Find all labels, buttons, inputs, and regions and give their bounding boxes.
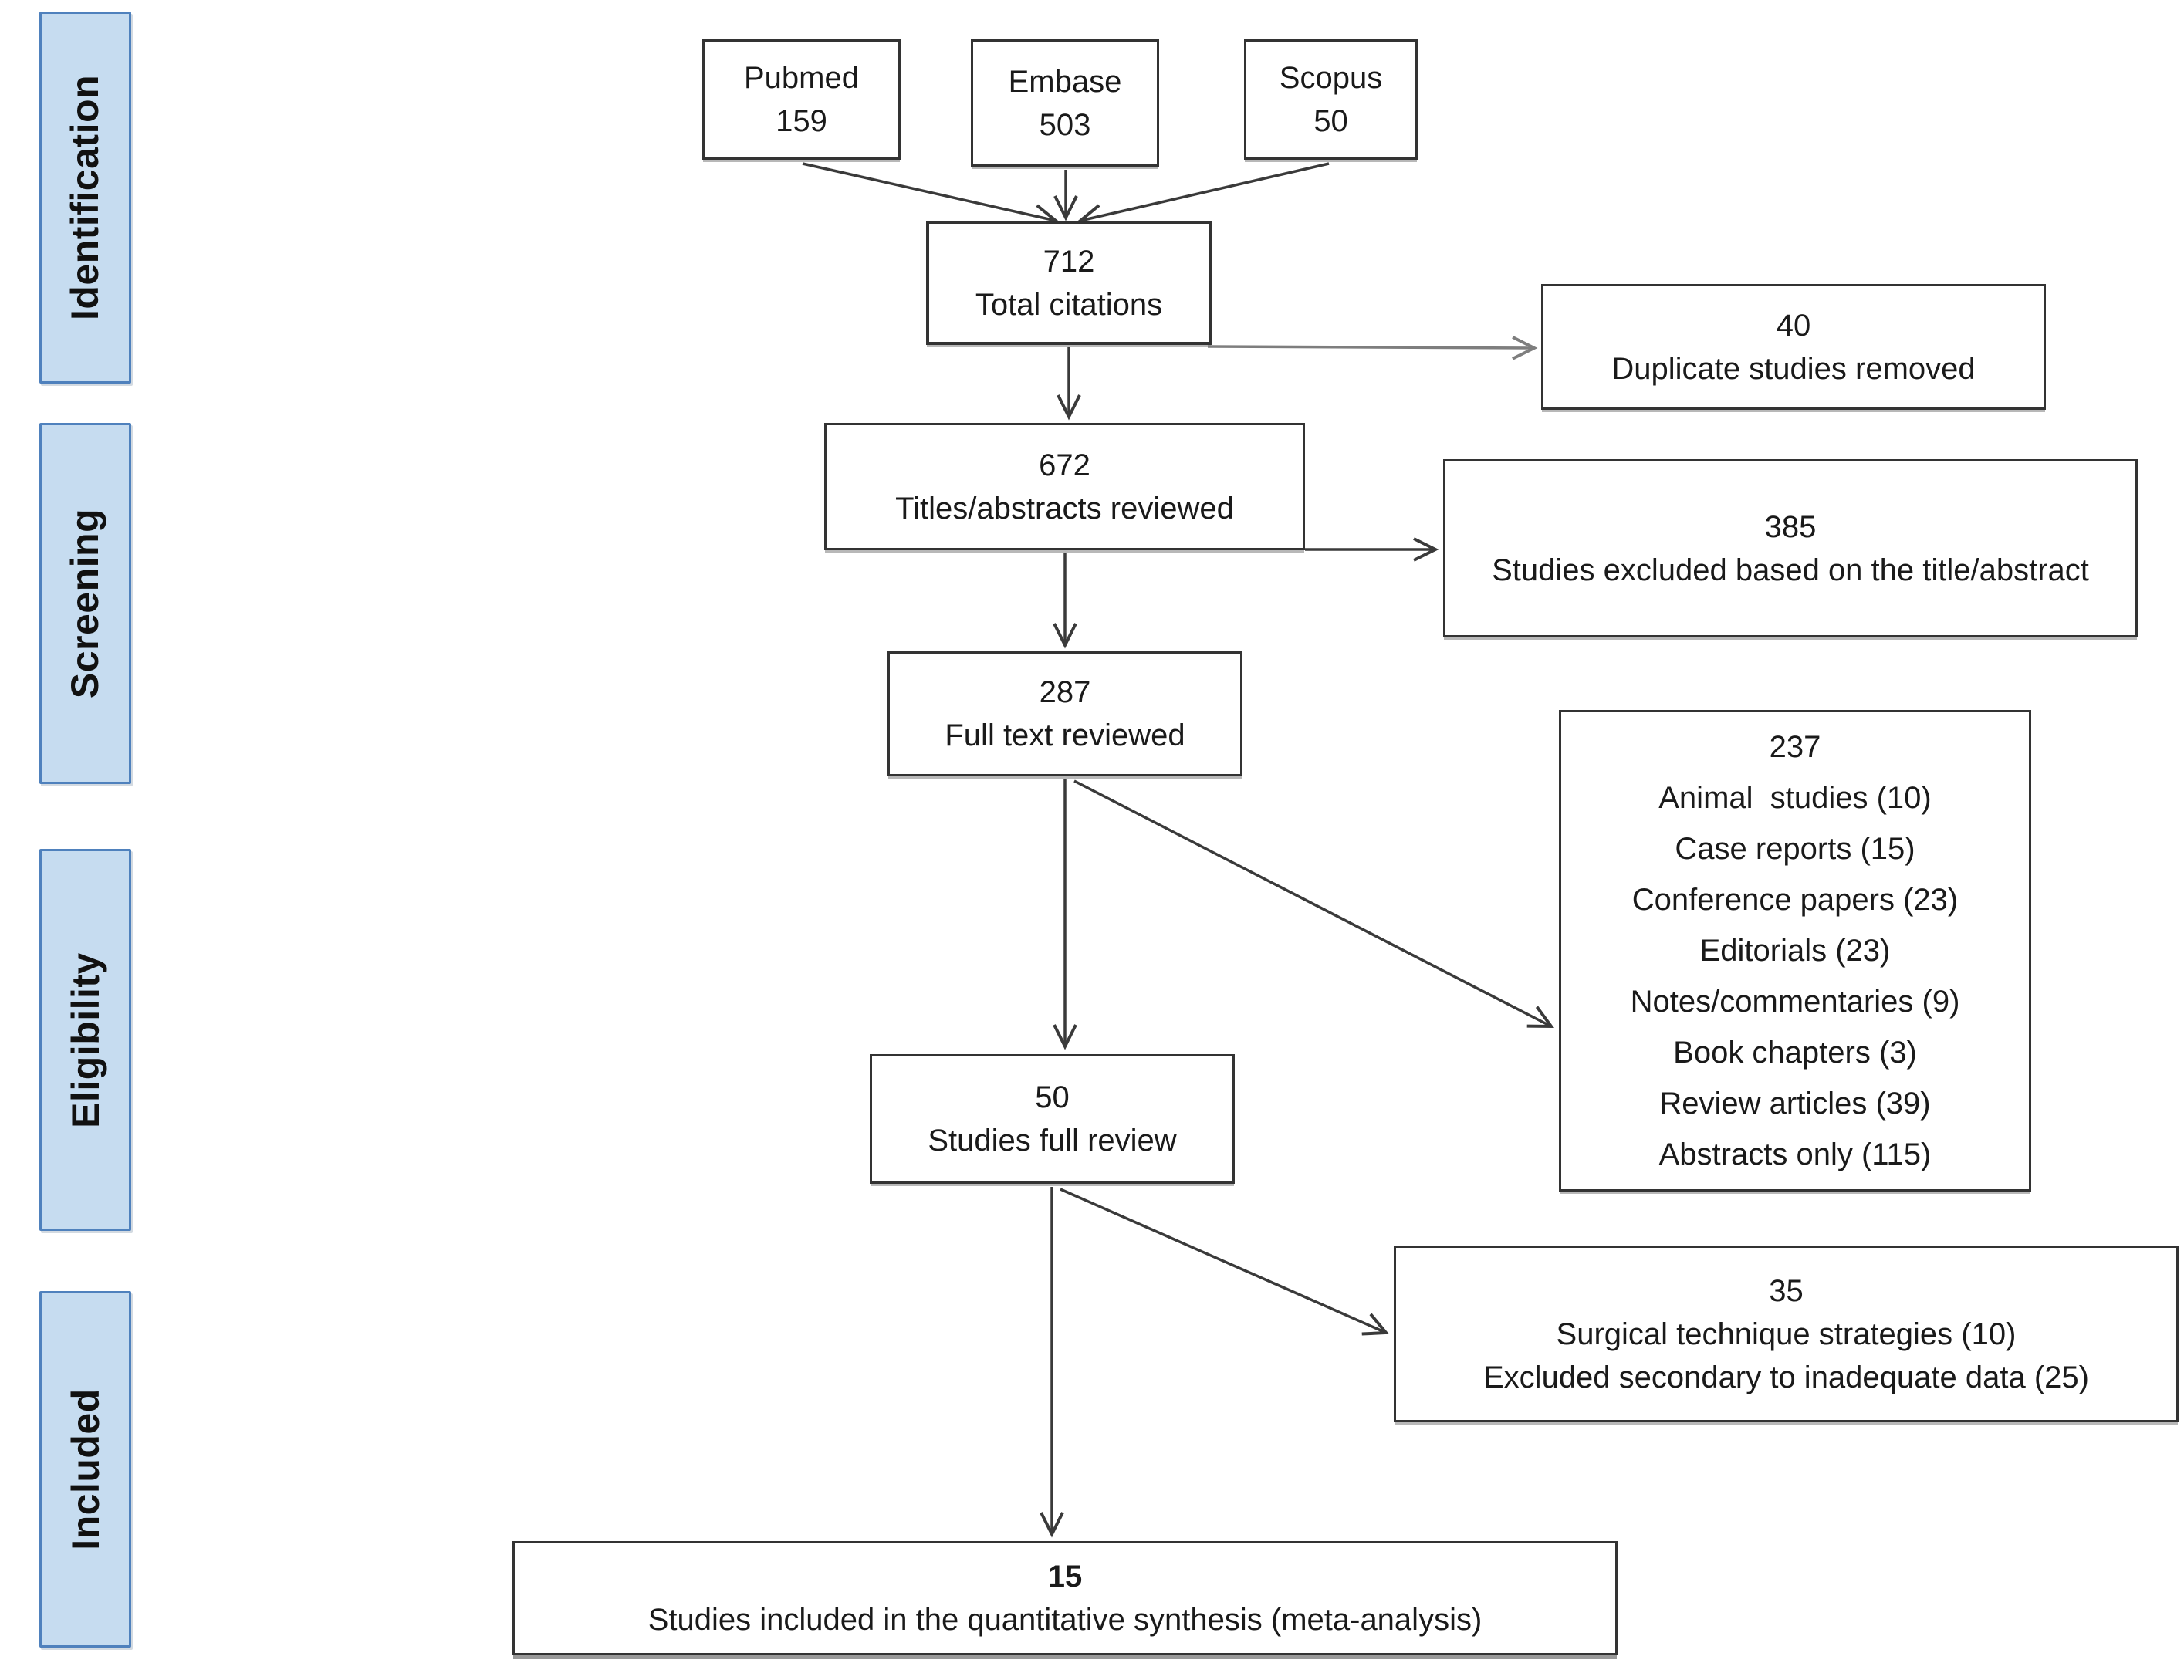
exclusion-reason-animal-studies: Animal studies (10) [1658,781,1932,815]
source-box-scopus [1244,39,1418,160]
exclusion-reason-abstracts-only: Abstracts only (115) [1658,1137,1932,1171]
duplicates-removed-box [1541,284,2046,410]
stage-label-identification-text: Identification [63,74,107,321]
exclusion-reason-editorials: Editorials (23) [1699,934,1891,968]
studies-full-review-box [870,1054,1235,1184]
included-studies-box [512,1541,1618,1655]
arrow-total-to-duplicates [1208,346,1534,348]
full-review-exclusion-box [1394,1246,2179,1422]
exclusion-reason-notes-commentaries: Notes/commentaries (9) [1630,985,1960,1019]
studies-full-review-count: 50 [1035,1080,1070,1114]
full-text-reviewed-box [887,651,1242,776]
duplicates-removed-label: Duplicate studies removed [1611,351,1976,386]
excluded-title-abstract-box [1443,459,2138,637]
arrow-fulltext-to-reasons [1074,781,1551,1026]
arrow-pubmed-to-total [803,164,1056,221]
source-box-pubmed [702,39,901,160]
full-text-reviewed-label: Full text reviewed [945,718,1185,752]
source-embase-count: 503 [1039,107,1091,142]
source-pubmed-count: 159 [776,104,827,138]
source-pubmed-name: Pubmed [744,61,859,95]
exclusion-reason-review-articles: Review articles (39) [1659,1087,1931,1121]
full-review-excluded-line-surgical: Surgical technique strategies (10) [1556,1317,2017,1351]
total-citations-box [926,221,1212,345]
excluded-title-abstract-count: 385 [1764,509,1817,544]
stage-label-included [39,1291,131,1648]
duplicates-removed-count: 40 [1776,308,1811,343]
source-scopus-count: 50 [1313,104,1348,138]
stage-label-eligibility-text: Eligibility [63,952,107,1128]
titles-abstracts-label: Titles/abstracts reviewed [895,491,1234,526]
full-text-excluded-count: 237 [1769,730,1821,764]
studies-full-review-label: Studies full review [928,1124,1177,1158]
full-text-reviewed-count: 287 [1039,675,1091,709]
included-studies-label: Studies included in the quantitative synthesis (meta-analysis) [647,1603,1482,1637]
total-citations-count: 712 [1043,244,1095,279]
arrow-fullreview-to-excluded [1060,1189,1386,1333]
full-text-exclusion-reasons-box [1559,710,2031,1192]
stage-label-eligibility [39,849,131,1231]
excluded-title-abstract-label: Studies excluded based on the title/abstract [1492,553,2089,587]
titles-abstracts-reviewed-box [824,423,1305,550]
exclusion-reason-conference-papers: Conference papers (23) [1631,883,1959,917]
full-review-excluded-count: 35 [1769,1273,1804,1308]
arrow-scopus-to-total [1080,164,1329,221]
exclusion-reason-book-chapters: Book chapters (3) [1673,1036,1917,1070]
stage-label-included-text: Included [63,1388,107,1550]
titles-abstracts-count: 672 [1039,448,1090,482]
stage-label-screening [39,423,131,784]
exclusion-reason-case-reports: Case reports (15) [1675,832,1915,866]
full-review-excluded-line-inadequate-data: Excluded secondary to inadequate data (25) [1483,1360,2089,1394]
source-box-embase [971,39,1159,167]
source-embase-name: Embase [1008,64,1122,99]
stage-label-screening-text: Screening [63,508,107,699]
total-citations-label: Total citations [975,287,1163,322]
source-scopus-name: Scopus [1279,61,1383,95]
included-studies-count: 15 [1047,1560,1083,1594]
stage-label-identification [39,12,131,384]
